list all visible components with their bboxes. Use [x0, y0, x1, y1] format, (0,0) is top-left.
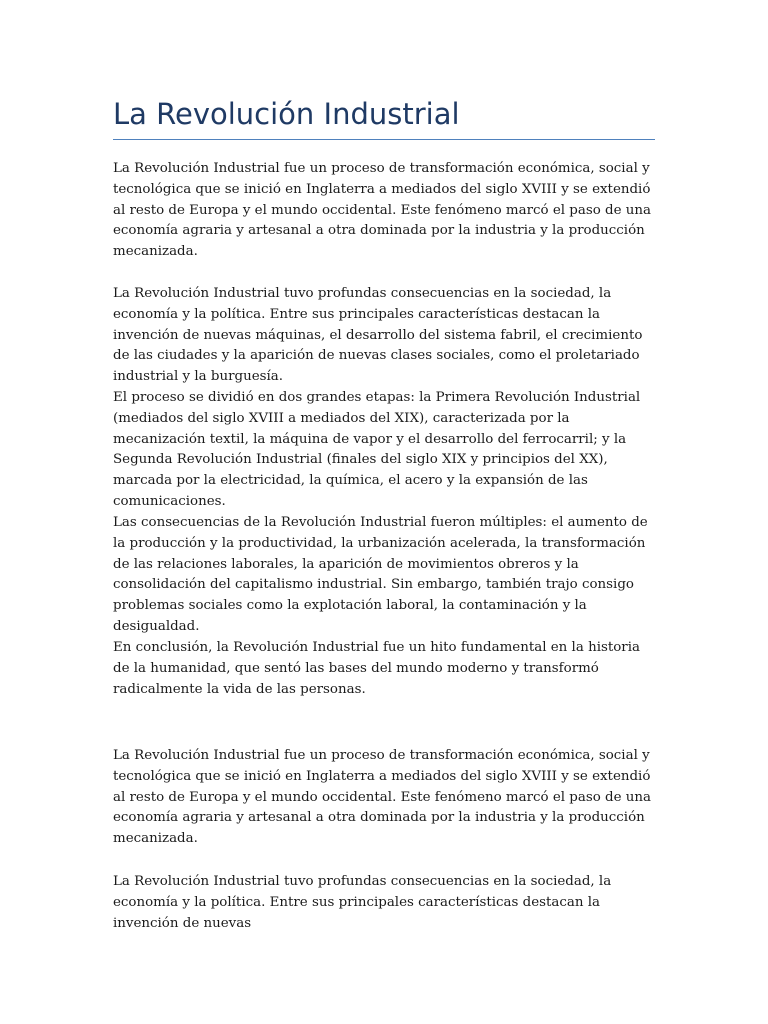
- body-paragraph: La Revolución Industrial tuvo profundas consecuencias en la sociedad, la economía y la política. Entre sus principales características destacan la invención de nuevas: [113, 874, 612, 931]
- body-paragraph: La Revolución Industrial fue un proceso de transformación económica, social y tecnológica que se inició en Inglaterra a mediados del siglo XVIII y se extendió al resto de Europa y el mundo occidental. Este fenómeno marcó el paso de una economía agraria y artesanal a otra dominada por la industria y la producción mecanizada.: [113, 748, 652, 847]
- body-paragraph: En conclusión, la Revolución Industrial fue un hito fundamental en la historia de la humanidad, que sentó las bases del mundo moderno y transformó radicalmente la vida de las personas.: [113, 640, 640, 697]
- body-paragraph: La Revolución Industrial fue un proceso de transformación económica, social y tecnológica que se inició en Inglaterra a mediados del siglo XVIII y se extendió al resto de Europa y el mundo occidental. Este fenómeno marcó el paso de una economía agraria y artesanal a otra dominada por la industria y la producción mecanizada.: [113, 161, 652, 260]
- title-underline: [113, 139, 655, 140]
- body-paragraph: Las consecuencias de la Revolución Industrial fueron múltiples: el aumento de la producción y la productividad, la urbanización acelerada, la transformación de las relaciones laborales, la aparición de movimientos obreros y la consolidación del capitalismo industrial. Sin embargo, también trajo consigo problemas sociales como la explotación laboral, la contaminación y la desigualdad.: [113, 515, 648, 634]
- page-title: La Revolución Industrial: [113, 97, 460, 131]
- body-paragraph: La Revolución Industrial tuvo profundas consecuencias en la sociedad, la economía y la política. Entre sus principales características destacan la invención de nuevas máquinas, el desarrollo del sistema fabril, el crecimiento de las ciudades y la aparición de nuevas clases sociales, como el proletariado industrial y la burguesía.: [113, 286, 643, 385]
- body-paragraph: El proceso se dividió en dos grandes etapas: la Primera Revolución Industrial (mediados del siglo XVIII a mediados del XIX), caracterizada por la mecanización textil, la máquina de vapor y el desarrollo del ferrocarril; y la Segunda Revolución Industrial (finales del siglo XIX y principios del XX), marcada por la electricidad, la química, el acero y la expansión de las comunicaciones.: [113, 390, 641, 509]
